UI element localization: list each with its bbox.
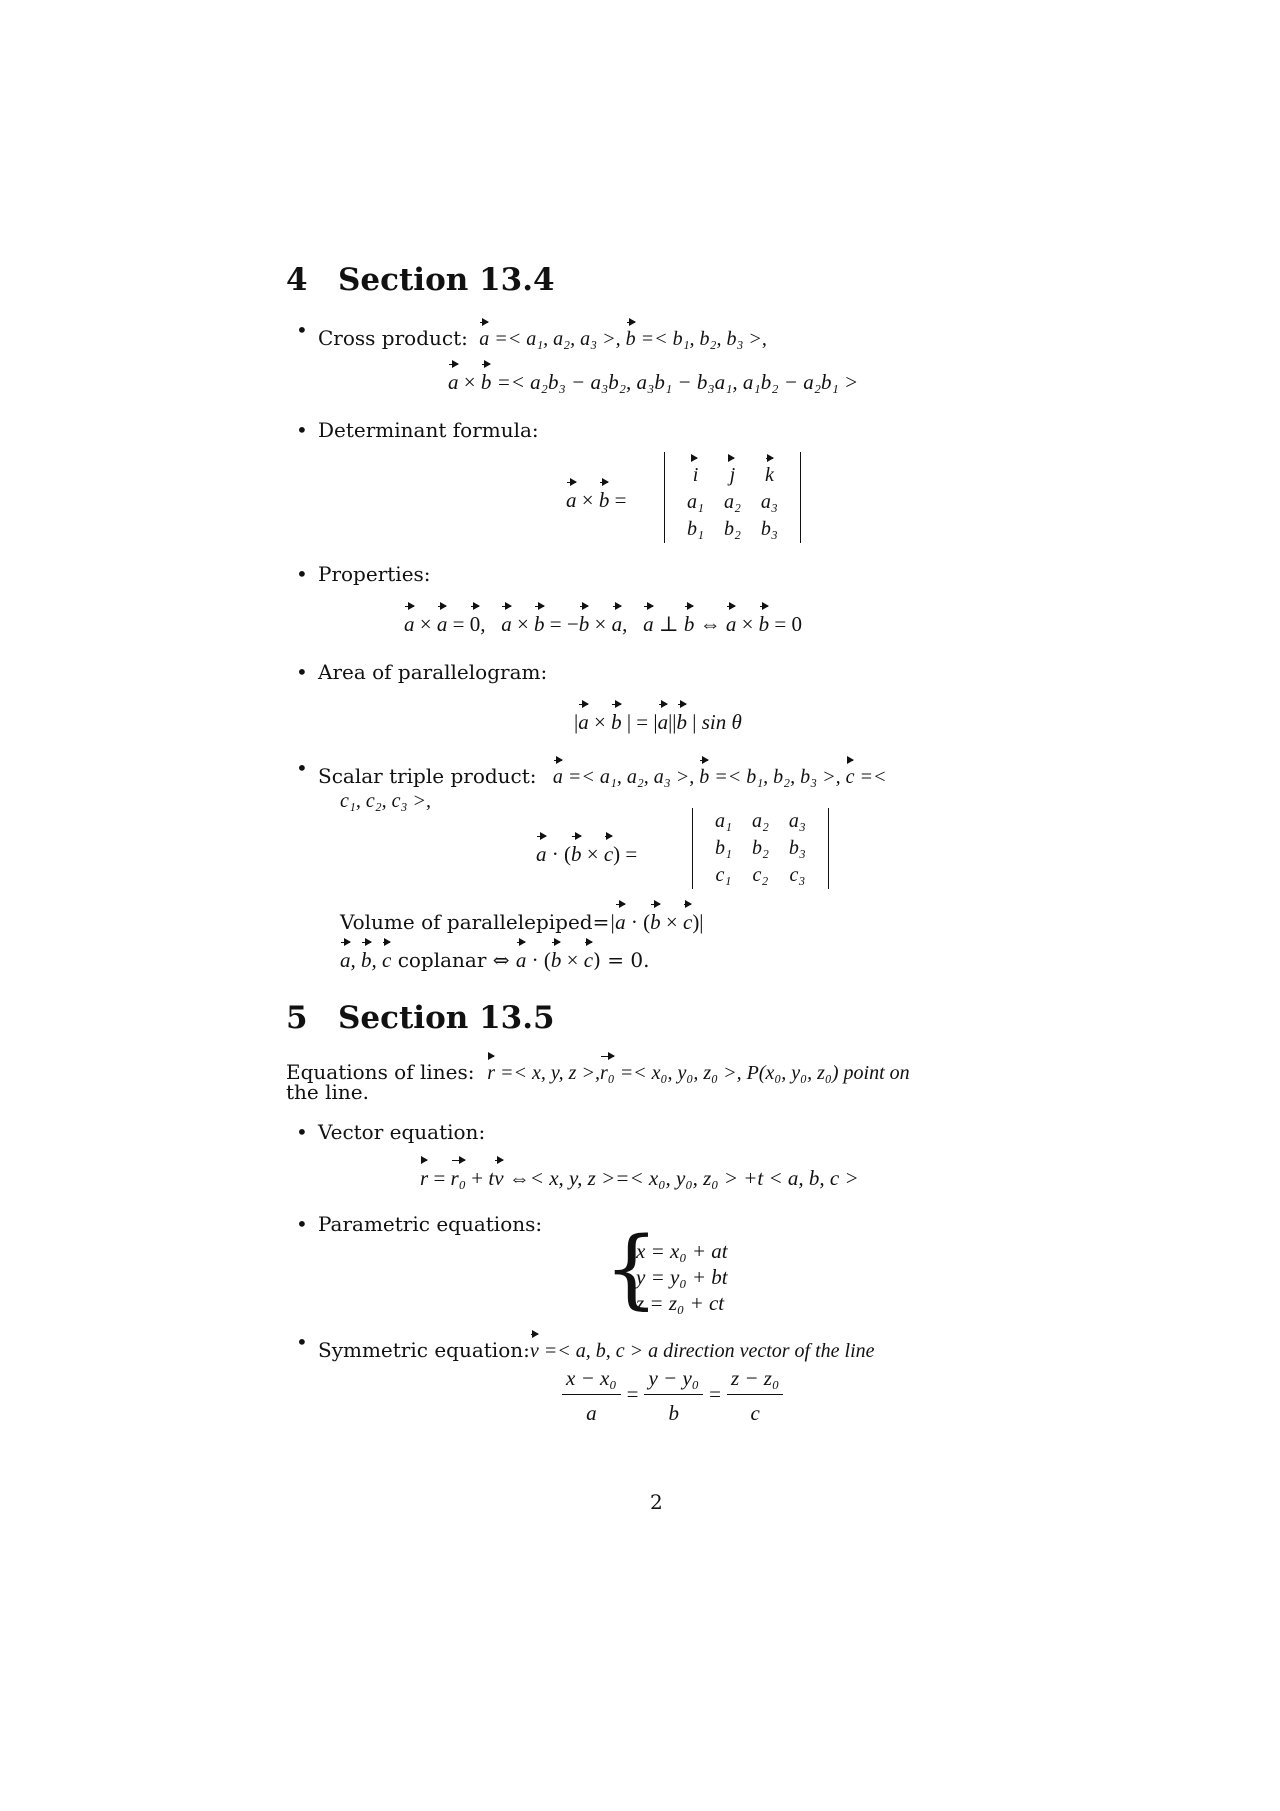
cross-def-b: =< b₁, b₂, b₃ >, <box>640 328 767 350</box>
bullet-label: Parametric equations: <box>318 1212 543 1236</box>
determinant-lhs: a × b = <box>566 478 626 513</box>
bullet-area: • Area of parallelogram: <box>296 660 548 684</box>
bullet-cross-product: • Cross product: a =< a₁, a₂, a₃ >, b =< b₁, b₂, b₃ >, <box>296 318 767 350</box>
bullet-label: Determinant formula: <box>318 418 539 442</box>
bullet-vector-equation: • Vector equation: <box>296 1120 486 1144</box>
lines-intro: Equations of lines: r =< x, y, z >,r₀ =< x₀, y₀, z₀ >, P(x₀, y₀, z₀) point on <box>286 1052 910 1085</box>
vector-equation: r = r₀ + tv ⇔< x, y, z >=< x₀, y₀, z₀ > +t < a, b, c > <box>420 1156 859 1191</box>
bullet-label: Properties: <box>318 562 431 586</box>
cross-product-formula: a × b =< a₂b₃ − a₃b₂, a₃b₁ − b₃a₁, a₁b₂ − a₂b₁ > <box>448 360 858 395</box>
section-number: 4 <box>286 262 308 298</box>
cross-def-a: =< a₁, a₂, a₃ >, <box>494 328 621 350</box>
section-title: Section 13.5 <box>338 1000 555 1036</box>
determinant-matrix: i j k a₁ a₂ a₃ b₁ b₂ b₃ <box>664 452 801 543</box>
bullet-properties: • Properties: <box>296 562 431 586</box>
bullet-determinant: • Determinant formula: <box>296 418 539 442</box>
bullet-label: Symmetric equation: <box>318 1338 530 1362</box>
properties-formula: a × a = 0, a × b = −b × a, a ⊥ b ⇔ a × b = 0 <box>404 602 802 637</box>
bullet-triple-product: • Scalar triple product: a =< a₁, a₂, a₃ >, b =< b₁, b₂, b₃ >, c =< <box>296 756 887 788</box>
bullet-label: Scalar triple product: <box>318 764 537 788</box>
bullet-label: Cross product: <box>318 326 468 350</box>
bullet-label: Area of parallelogram: <box>318 660 548 684</box>
bullet-symmetric: • Symmetric equation:v =< a, b, c > a direction vector of the line <box>296 1330 875 1362</box>
area-formula: |a × b | = |a||b | sin θ <box>574 700 742 735</box>
volume-line: Volume of parallelepiped=|a · (b × c)| <box>340 900 704 935</box>
section-number: 5 <box>286 1000 308 1036</box>
coplanar-line: a, b, c coplanar ⇔ a · (b × c) = 0. <box>340 938 649 973</box>
triple-def-continued: c₁, c₂, c₃ >, <box>340 790 431 812</box>
left-brace: { <box>604 1219 659 1319</box>
section-5-heading <box>286 1000 555 1036</box>
triple-product-lhs: a · (b × c) = <box>536 832 637 867</box>
section-title: Section 13.4 <box>338 262 555 298</box>
bullet-parametric: • Parametric equations: <box>296 1212 543 1236</box>
triple-product-matrix: a₁ a₂ a₃ b₁ b₂ b₃ c₁ c₂ c₃ <box>692 808 829 889</box>
page-number: 2 <box>650 1490 663 1514</box>
lines-intro-continued: the line. <box>286 1080 369 1104</box>
section-4-heading <box>286 262 555 298</box>
symmetric-equation: $\frac{\text{x − x₀}}{a}$ = $\frac{\text{y − y₀}}{b}$ = $\frac{\text{z − z₀}}{c}$ <box>556 1366 789 1426</box>
parametric-system: x = x₀ + at y = y₀ + bt z = z₀ + ct <box>636 1239 728 1315</box>
bullet-dot: • <box>296 318 308 342</box>
bullet-label: Vector equation: <box>318 1120 486 1144</box>
